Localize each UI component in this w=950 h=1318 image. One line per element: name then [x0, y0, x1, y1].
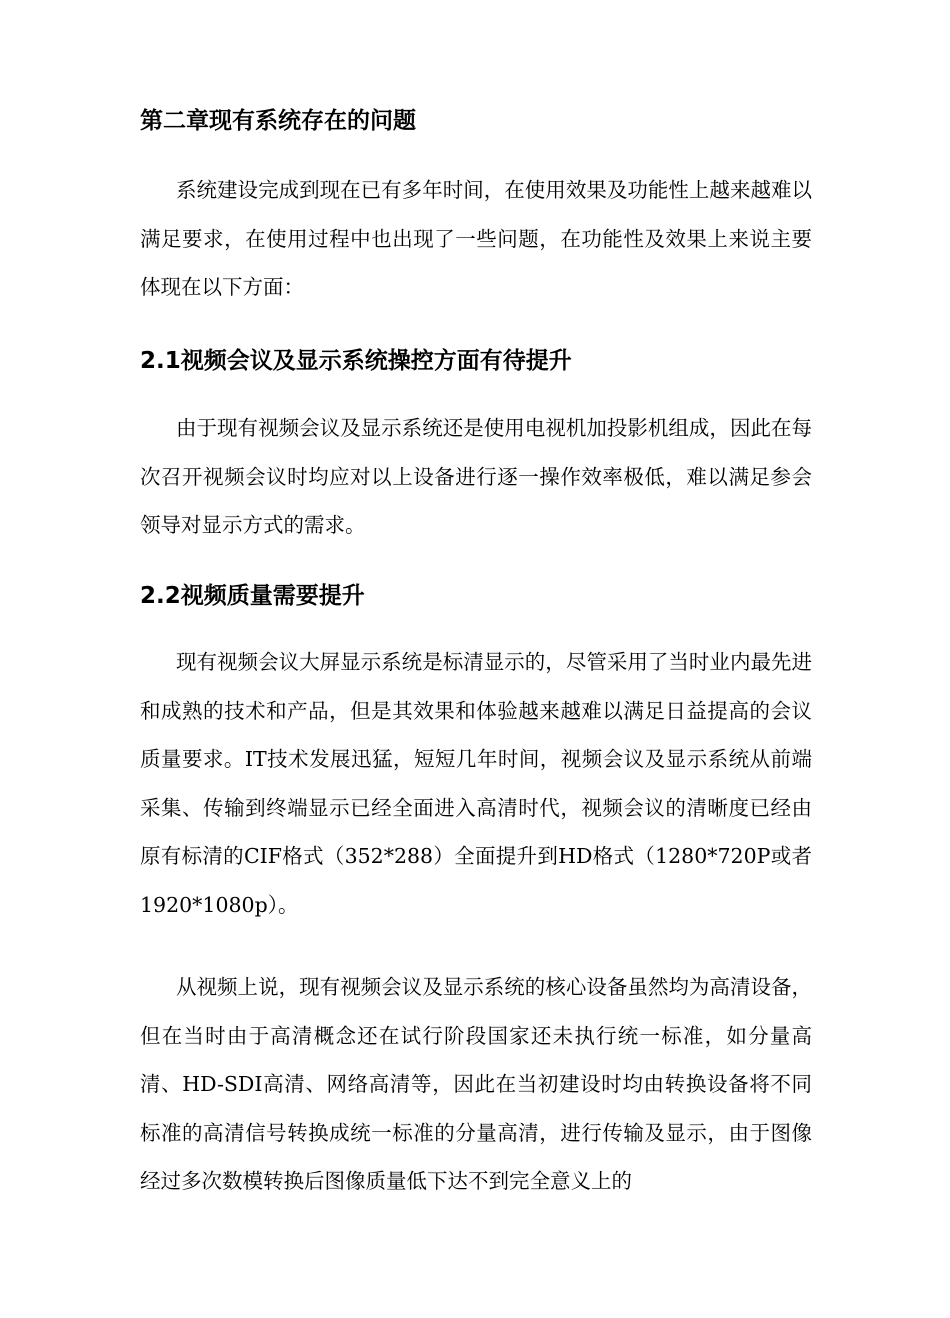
section-2-2-paragraph-2: 从视频上说，现有视频会议及显示系统的核心设备虽然均为高清设备，但在当时由于高清概念还在试行阶段国家还未执行统一标准，如分量高清、HD-SDI高清、网络高清等，因此在当初建设时均由转换设备将不同标准的高清信号转换成统一标准的分量高清，进行传输及显示，由于图像经过多次数模转换后图像质量低下达不到完全意义上的: [140, 975, 812, 1193]
section-2-2-title: 2.2视频质量需要提升: [140, 583, 365, 609]
chapter-title: 第二章现有系统存在的问题: [140, 108, 416, 134]
section-2-1-title: 2.1视频会议及显示系统操控方面有待提升: [140, 348, 572, 374]
chapter-intro-paragraph: 系统建设完成到现在已有多年时间，在使用效果及功能性上越来越难以满足要求，在使用过程中也出现了一些问题，在功能性及效果上来说主要体现在以下方面：: [140, 178, 812, 299]
section-2-1-paragraph: 由于现有视频会议及显示系统还是使用电视机加投影机组成，因此在每次召开视频会议时均应对以上设备进行逐一操作效率极低，难以满足参会领导对显示方式的需求。: [140, 416, 812, 537]
section-2-2-paragraph-1: 现有视频会议大屏显示系统是标清显示的，尽管采用了当时业内最先进和成熟的技术和产品，但是其效果和体验越来越难以满足日益提高的会议质量要求。IT技术发展迅猛，短短几年时间，视频会议及显示系统从前端采集、传输到终端显示已经全面进入高清时代，视频会议的清晰度已经由原有标清的CIF格式（352*288）全面提升到HD格式（1280*720P或者1920*1080p）。: [140, 650, 812, 917]
